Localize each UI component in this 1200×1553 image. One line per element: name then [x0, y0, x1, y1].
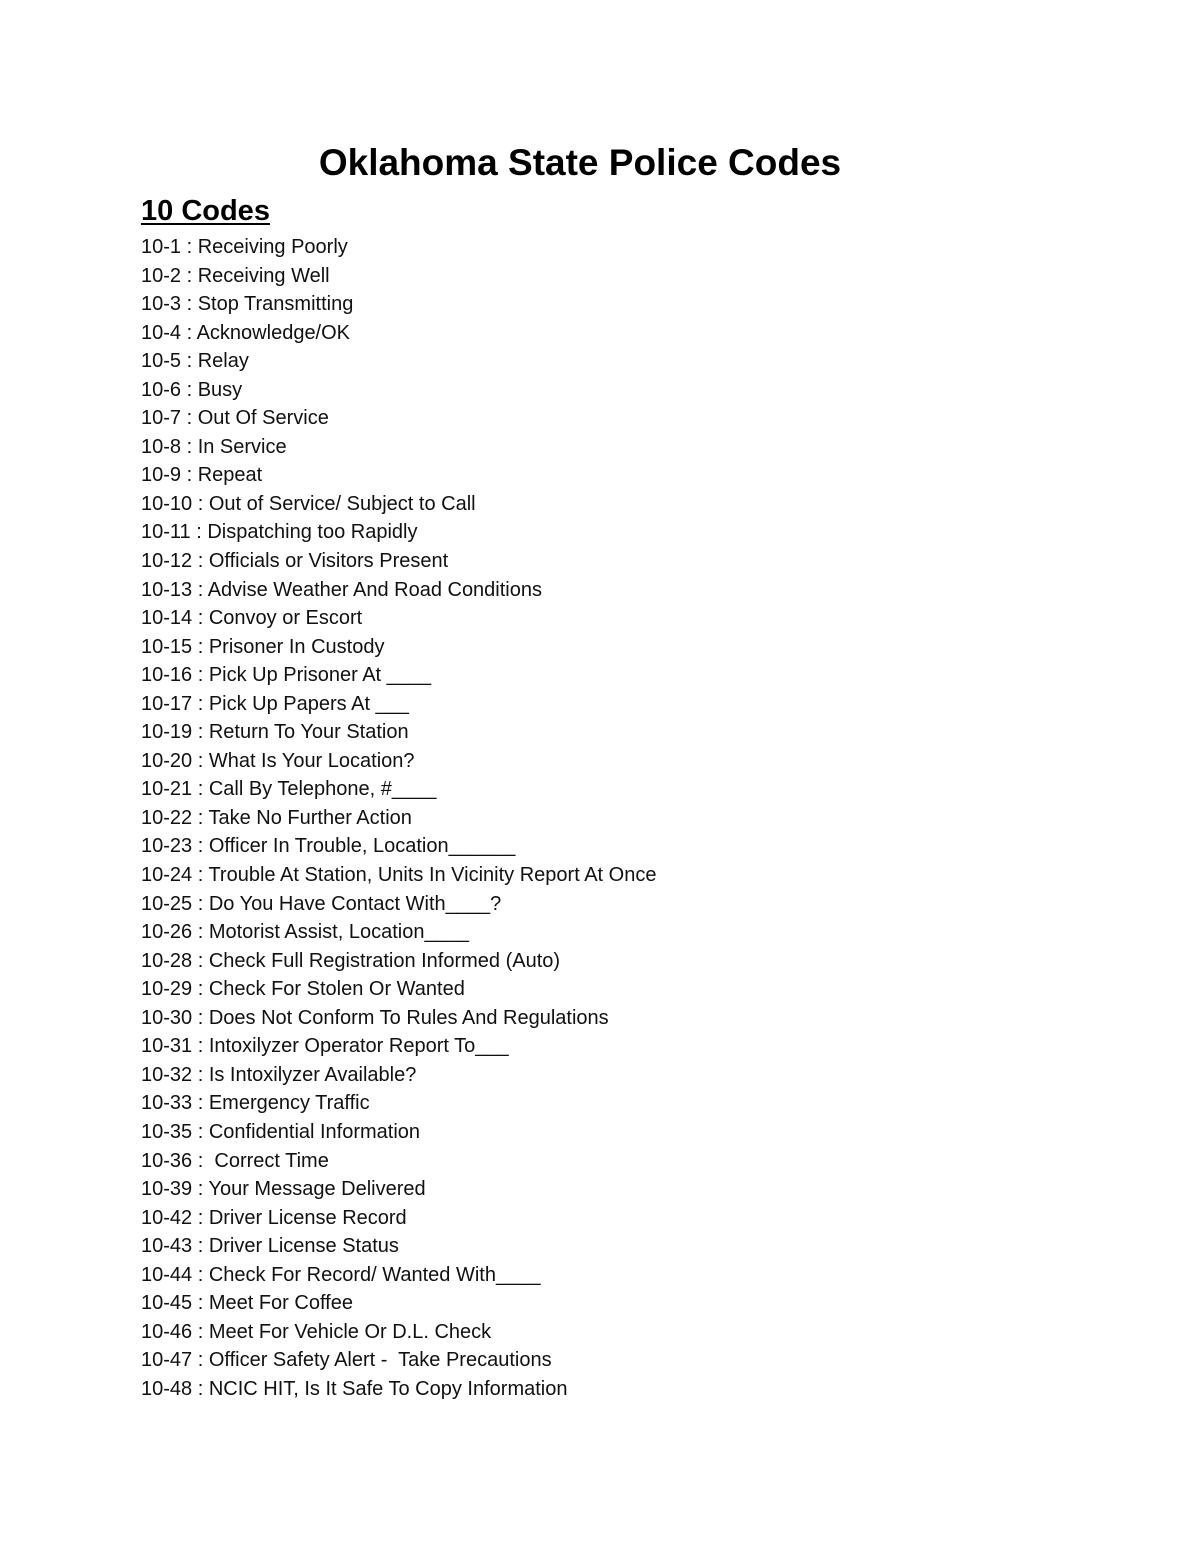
code-list-item: 10-15 : Prisoner In Custody: [141, 635, 385, 658]
code-list-item: 10-14 : Convoy or Escort: [141, 607, 363, 630]
code-list-item: 10-44 : Check For Record/ Wanted With____: [141, 1263, 541, 1286]
code-list-item: 10-28 : Check Full Registration Informed (Auto): [141, 949, 561, 972]
code-list-item: 10-9 : Repeat: [141, 464, 263, 487]
code-list-item: 10-3 : Stop Transmitting: [141, 293, 354, 316]
code-list-item: 10-4 : Acknowledge/OK: [141, 321, 351, 344]
code-list-item: 10-43 : Driver License Status: [141, 1235, 399, 1258]
code-list-item: 10-6 : Busy: [141, 378, 243, 401]
code-list-item: 10-26 : Motorist Assist, Location____: [141, 921, 469, 944]
code-list-item: 10-20 : What Is Your Location?: [141, 749, 415, 772]
code-list-item: 10-22 : Take No Further Action: [141, 806, 412, 829]
code-list: [141, 233, 656, 1403]
code-list-item: 10-19 : Return To Your Station: [141, 721, 409, 744]
code-list-item: 10-21 : Call By Telephone, #____: [141, 778, 437, 801]
code-list-item: 10-13 : Advise Weather And Road Conditions: [141, 578, 542, 601]
code-list-item: 10-24 : Trouble At Station, Units In Vicinity Report At Once: [141, 864, 657, 887]
code-list-item: 10-48 : NCIC HIT, Is It Safe To Copy Information: [141, 1377, 568, 1400]
code-list-item: 10-45 : Meet For Coffee: [141, 1292, 353, 1315]
code-list-item: 10-1 : Receiving Poorly: [141, 236, 348, 258]
code-list-item: 10-46 : Meet For Vehicle Or D.L. Check: [141, 1320, 492, 1343]
code-list-item: 10-32 : Is Intoxilyzer Available?: [141, 1063, 417, 1086]
code-list-item: 10-36 : Correct Time: [141, 1149, 329, 1172]
code-list-item: 10-5 : Relay: [141, 350, 249, 373]
code-list-item: 10-33 : Emergency Traffic: [141, 1092, 370, 1115]
document-title: Oklahoma State Police Codes: [318, 142, 842, 183]
code-list-item: 10-39 : Your Message Delivered: [141, 1178, 426, 1201]
section-heading-10-codes: 10 Codes: [141, 195, 270, 227]
code-list-item: 10-29 : Check For Stolen Or Wanted: [141, 978, 465, 1001]
code-list-item: 10-25 : Do You Have Contact With____?: [141, 892, 502, 915]
code-list-item: 10-16 : Pick Up Prisoner At ____: [141, 664, 432, 687]
code-list-item: 10-35 : Confidential Information: [141, 1120, 421, 1143]
code-list-item: 10-8 : In Service: [141, 435, 287, 458]
code-list-item: 10-23 : Officer In Trouble, Location______: [141, 835, 516, 858]
code-list-item: 10-42 : Driver License Record: [141, 1206, 407, 1229]
code-list-item: 10-2 : Receiving Well: [141, 264, 330, 287]
code-list-item: 10-11 : Dispatching too Rapidly: [141, 521, 418, 544]
code-list-item: 10-12 : Officials or Visitors Present: [141, 550, 449, 573]
code-list-item: 10-10 : Out of Service/ Subject to Call: [141, 492, 476, 515]
code-list-item: 10-7 : Out Of Service: [141, 407, 329, 430]
code-list-item: 10-47 : Officer Safety Alert - Take Precautions: [141, 1349, 552, 1372]
code-list-item: 10-17 : Pick Up Papers At ___: [141, 692, 409, 715]
code-list-item: 10-31 : Intoxilyzer Operator Report To___: [141, 1035, 509, 1058]
code-list-item: 10-30 : Does Not Conform To Rules And Regulations: [141, 1006, 609, 1029]
